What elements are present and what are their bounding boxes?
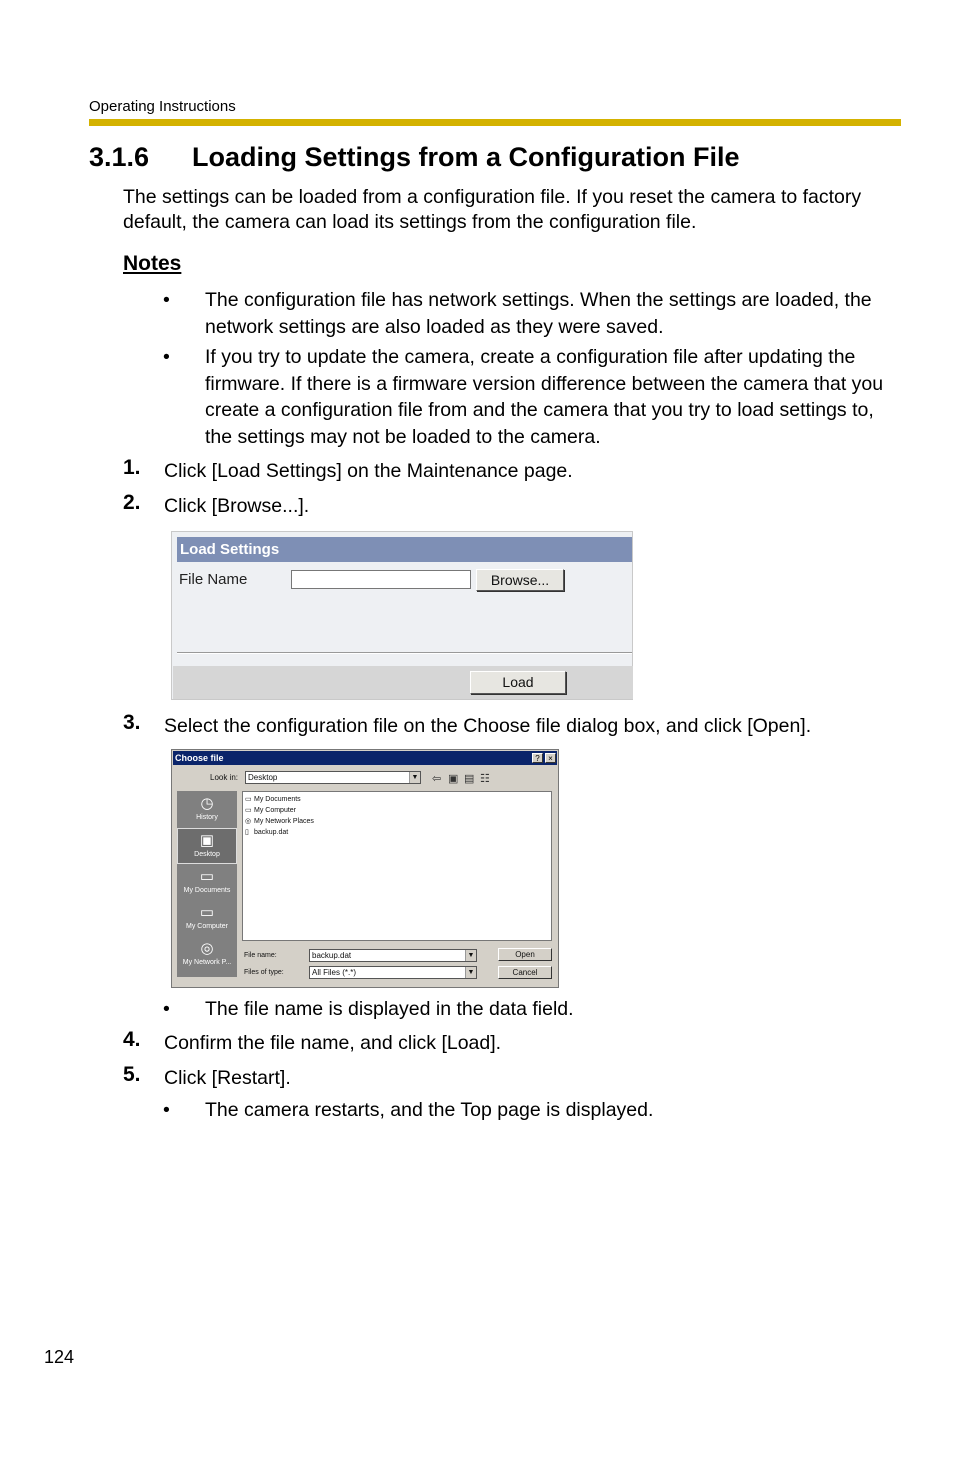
divider: [177, 652, 632, 654]
chevron-down-icon: ▼: [409, 772, 420, 783]
running-header: Operating Instructions: [89, 98, 236, 115]
load-button[interactable]: Load: [470, 671, 566, 694]
computer-icon: ▭: [199, 904, 215, 921]
cancel-button[interactable]: Cancel: [498, 966, 552, 979]
chevron-down-icon: ▼: [465, 950, 476, 961]
place-my-network[interactable]: ◎ My Network P...: [177, 940, 237, 966]
section-title-text: Loading Settings from a Configuration File: [192, 142, 740, 172]
view-menu-icon[interactable]: ☷: [480, 773, 490, 785]
dialog-title: Choose file: [173, 751, 557, 765]
note-item: The configuration file has network settings. When the settings are loaded, the network settings are also loaded as they were saved.: [205, 289, 872, 338]
step-number: 3.: [123, 711, 141, 734]
step-text: Confirm the file name, and click [Load].: [164, 1032, 502, 1054]
step-text: Click [Load Settings] on the Maintenance page.: [164, 460, 573, 482]
network-icon: ◎: [200, 940, 214, 957]
network-icon: ◎: [245, 818, 252, 825]
desktop-icon: ▣: [199, 832, 215, 849]
history-icon: ◷: [200, 795, 214, 812]
back-arrow-icon[interactable]: ⇦: [432, 773, 442, 785]
file-name-label: File Name: [179, 571, 248, 588]
step-number: 4.: [123, 1028, 141, 1051]
look-in-value: Desktop: [248, 773, 278, 782]
computer-icon: ▭: [245, 807, 252, 814]
file-type-value: All Files (*.*): [312, 968, 357, 977]
file-icon: ▯: [245, 829, 249, 836]
file-list: [242, 791, 552, 941]
section-title: [89, 142, 740, 173]
up-folder-icon[interactable]: ▣: [448, 773, 459, 785]
look-in-label: Look in:: [210, 773, 239, 782]
file-name-input[interactable]: [291, 570, 471, 589]
look-in-select[interactable]: [245, 771, 421, 784]
list-item[interactable]: ▯ backup.dat: [245, 829, 289, 836]
file-type-select[interactable]: [309, 966, 477, 979]
page-number: 124: [44, 1347, 75, 1367]
open-button[interactable]: Open: [498, 948, 552, 961]
new-folder-icon[interactable]: ▤: [464, 773, 475, 785]
header-rule: [89, 119, 901, 126]
place-history[interactable]: ◷ History: [177, 795, 237, 821]
bullet-glyph: •: [163, 1099, 170, 1121]
step-number: 5.: [123, 1063, 141, 1086]
list-item[interactable]: ▭ My Documents: [245, 796, 301, 803]
step-bullet: The camera restarts, and the Top page is displayed.: [205, 1099, 654, 1121]
places-bar: [177, 791, 237, 977]
step-text: Click [Browse...].: [164, 495, 310, 517]
bullet-glyph: •: [163, 346, 170, 368]
browse-button[interactable]: Browse...: [476, 569, 564, 591]
step-number: 1.: [123, 456, 141, 479]
place-my-computer[interactable]: ▭ My Computer: [177, 904, 237, 930]
list-item[interactable]: ◎ My Network Places: [245, 818, 314, 825]
file-name-label: File name:: [244, 952, 277, 959]
choose-file-dialog: [171, 749, 559, 988]
file-name-field[interactable]: [309, 949, 477, 962]
file-name-value: backup.dat: [312, 951, 352, 960]
file-type-label: Files of type:: [244, 969, 284, 976]
help-icon[interactable]: ?: [532, 753, 543, 763]
folder-icon: ▭: [245, 796, 252, 803]
bullet-glyph: •: [163, 289, 170, 311]
place-desktop[interactable]: ▣ Desktop: [177, 828, 237, 864]
step-text: Click [Restart].: [164, 1067, 291, 1089]
load-settings-screenshot: [171, 531, 633, 700]
folder-icon: ▭: [199, 868, 215, 885]
bullet-glyph: •: [163, 998, 170, 1020]
intro-paragraph: The settings can be loaded from a configuration file. If you reset the camera to factory default, the camera can load its settings from the configuration file.: [123, 186, 862, 233]
section-number: 3.1.6: [89, 142, 150, 172]
note-item: If you try to update the camera, create a configuration file after updating the firmware. If there is a firmware version difference between the camera that you create a configuration file from and the camera that you try to load settings to, the settings may not be loaded to the camera.: [205, 346, 884, 448]
close-icon[interactable]: ×: [545, 753, 556, 763]
step-number: 2.: [123, 491, 141, 514]
notes-heading: Notes: [123, 252, 182, 275]
load-settings-title: Load Settings: [177, 537, 632, 562]
place-my-documents[interactable]: ▭ My Documents: [177, 868, 237, 894]
list-item[interactable]: ▭ My Computer: [245, 807, 297, 814]
chevron-down-icon: ▼: [465, 967, 476, 978]
step-bullet: The file name is displayed in the data field.: [205, 998, 574, 1020]
step-text: Select the configuration file on the Choose file dialog box, and click [Open].: [164, 715, 812, 737]
